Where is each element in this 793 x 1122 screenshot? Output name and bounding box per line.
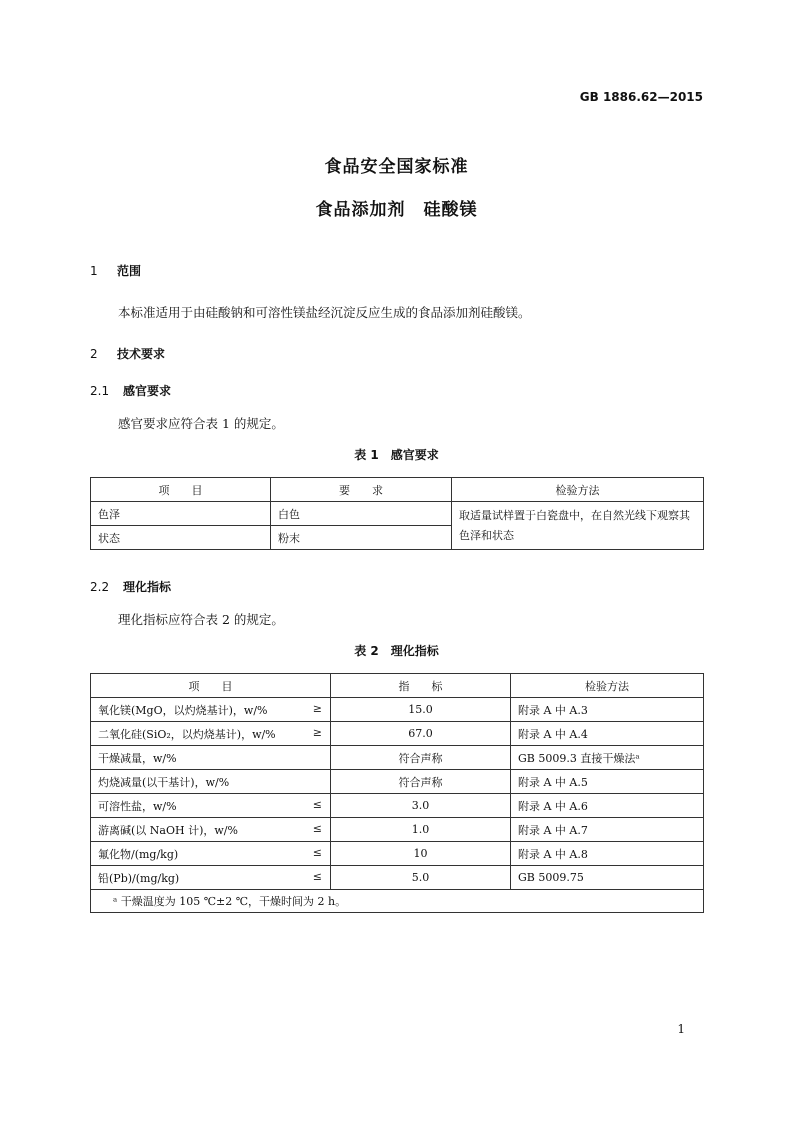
- table-row: [91, 746, 704, 770]
- column-header: 要 求: [271, 478, 452, 502]
- item-label: 铅(Pb)/(mg/kg): [98, 871, 180, 885]
- section-2-1-text: 感官要求应符合表 1 的规定。: [118, 416, 284, 431]
- item-label: 干燥减量，w/%: [98, 751, 177, 765]
- value-cell: 符合声称: [331, 746, 511, 770]
- section-number: 2.1: [90, 384, 110, 398]
- sensory-requirements-table: [90, 477, 704, 550]
- value-cell: 10: [331, 842, 511, 866]
- table-footnote-row: [91, 890, 704, 913]
- value-cell: 1.0: [331, 818, 511, 842]
- table-row: [91, 698, 704, 722]
- requirement-cell: 白色: [271, 502, 452, 526]
- item-label: 氟化物/(mg/kg): [98, 847, 179, 861]
- page-title: 食品安全国家标准: [324, 157, 469, 177]
- section-2-2-text: 理化指标应符合表 2 的规定。: [118, 612, 284, 627]
- method-cell: 附录 A 中 A.6: [511, 794, 704, 818]
- comparison-operator: ≥: [312, 726, 322, 739]
- section-title: 感官要求: [123, 384, 172, 398]
- section-title: 技术要求: [117, 347, 166, 361]
- section-number: 2.2: [90, 580, 110, 594]
- item-cell: [91, 698, 331, 722]
- page-subtitle: 食品添加剂 硅酸镁: [315, 200, 478, 220]
- table-row: [91, 502, 704, 526]
- standard-code: GB 1886.62—2015: [579, 90, 703, 104]
- value-cell: 15.0: [331, 698, 511, 722]
- item-cell: [91, 818, 331, 842]
- section-1-text: 本标准适用于由硅酸钠和可溶性镁盐经沉淀反应生成的食品添加剂硅酸镁。: [118, 305, 531, 320]
- comparison-operator: ≤: [312, 822, 322, 835]
- table-row: [91, 866, 704, 890]
- section-title: 理化指标: [123, 580, 172, 594]
- section-title: 范围: [117, 264, 142, 278]
- comparison-operator: ≤: [312, 798, 322, 811]
- item-label: 氧化镁(MgO，以灼烧基计)，w/%: [98, 703, 268, 717]
- method-cell: GB 5009.3 直接干燥法ᵃ: [511, 746, 704, 770]
- table-footnote: ᵃ 干燥温度为 105 ℃±2 ℃，干燥时间为 2 h。: [91, 890, 704, 913]
- column-header: 项 目: [91, 478, 271, 502]
- item-cell: [91, 866, 331, 890]
- comparison-operator: ≤: [312, 846, 322, 859]
- page-number: 1: [677, 1022, 685, 1036]
- column-header: 项 目: [91, 674, 331, 698]
- table-header-row: [91, 674, 704, 698]
- table-2-caption: 表 2 理化指标: [354, 644, 439, 658]
- table-row: [91, 842, 704, 866]
- value-cell: 5.0: [331, 866, 511, 890]
- section-2-1-heading: [90, 382, 171, 399]
- column-header: 检验方法: [452, 478, 704, 502]
- section-2-heading: [90, 345, 165, 362]
- method-cell: 附录 A 中 A.7: [511, 818, 704, 842]
- item-label: 灼烧减量(以干基计)，w/%: [98, 775, 230, 789]
- item-cell: [91, 794, 331, 818]
- comparison-operator: ≥: [312, 702, 322, 715]
- item-cell: 状态: [91, 526, 271, 550]
- physicochemical-table: [90, 673, 704, 913]
- method-cell: 附录 A 中 A.4: [511, 722, 704, 746]
- value-cell: 符合声称: [331, 770, 511, 794]
- value-cell: 67.0: [331, 722, 511, 746]
- table-row: [91, 794, 704, 818]
- item-label: 二氧化硅(SiO₂，以灼烧基计)，w/%: [98, 727, 276, 741]
- item-cell: [91, 722, 331, 746]
- comparison-operator: ≤: [312, 870, 322, 883]
- table-row: [91, 770, 704, 794]
- method-cell: 附录 A 中 A.3: [511, 698, 704, 722]
- section-number: 2: [90, 347, 98, 361]
- method-cell: 附录 A 中 A.8: [511, 842, 704, 866]
- table-row: [91, 818, 704, 842]
- table-header-row: [91, 478, 704, 502]
- item-label: 可溶性盐，w/%: [98, 799, 177, 813]
- table-1-caption: 表 1 感官要求: [354, 448, 439, 462]
- item-cell: 色泽: [91, 502, 271, 526]
- item-cell: [91, 770, 331, 794]
- column-header: 检验方法: [511, 674, 704, 698]
- section-number: 1: [90, 264, 98, 278]
- method-cell: GB 5009.75: [511, 866, 704, 890]
- column-header: 指 标: [331, 674, 511, 698]
- method-cell: 附录 A 中 A.5: [511, 770, 704, 794]
- value-cell: 3.0: [331, 794, 511, 818]
- section-2-2-heading: [90, 578, 171, 595]
- item-cell: [91, 842, 331, 866]
- requirement-cell: 粉末: [271, 526, 452, 550]
- item-label: 游离碱(以 NaOH 计)，w/%: [98, 823, 238, 837]
- section-1-heading: [90, 262, 141, 279]
- item-cell: [91, 746, 331, 770]
- table-row: [91, 722, 704, 746]
- method-cell: 取适量试样置于白瓷盘中，在自然光线下观察其色泽和状态: [452, 502, 704, 550]
